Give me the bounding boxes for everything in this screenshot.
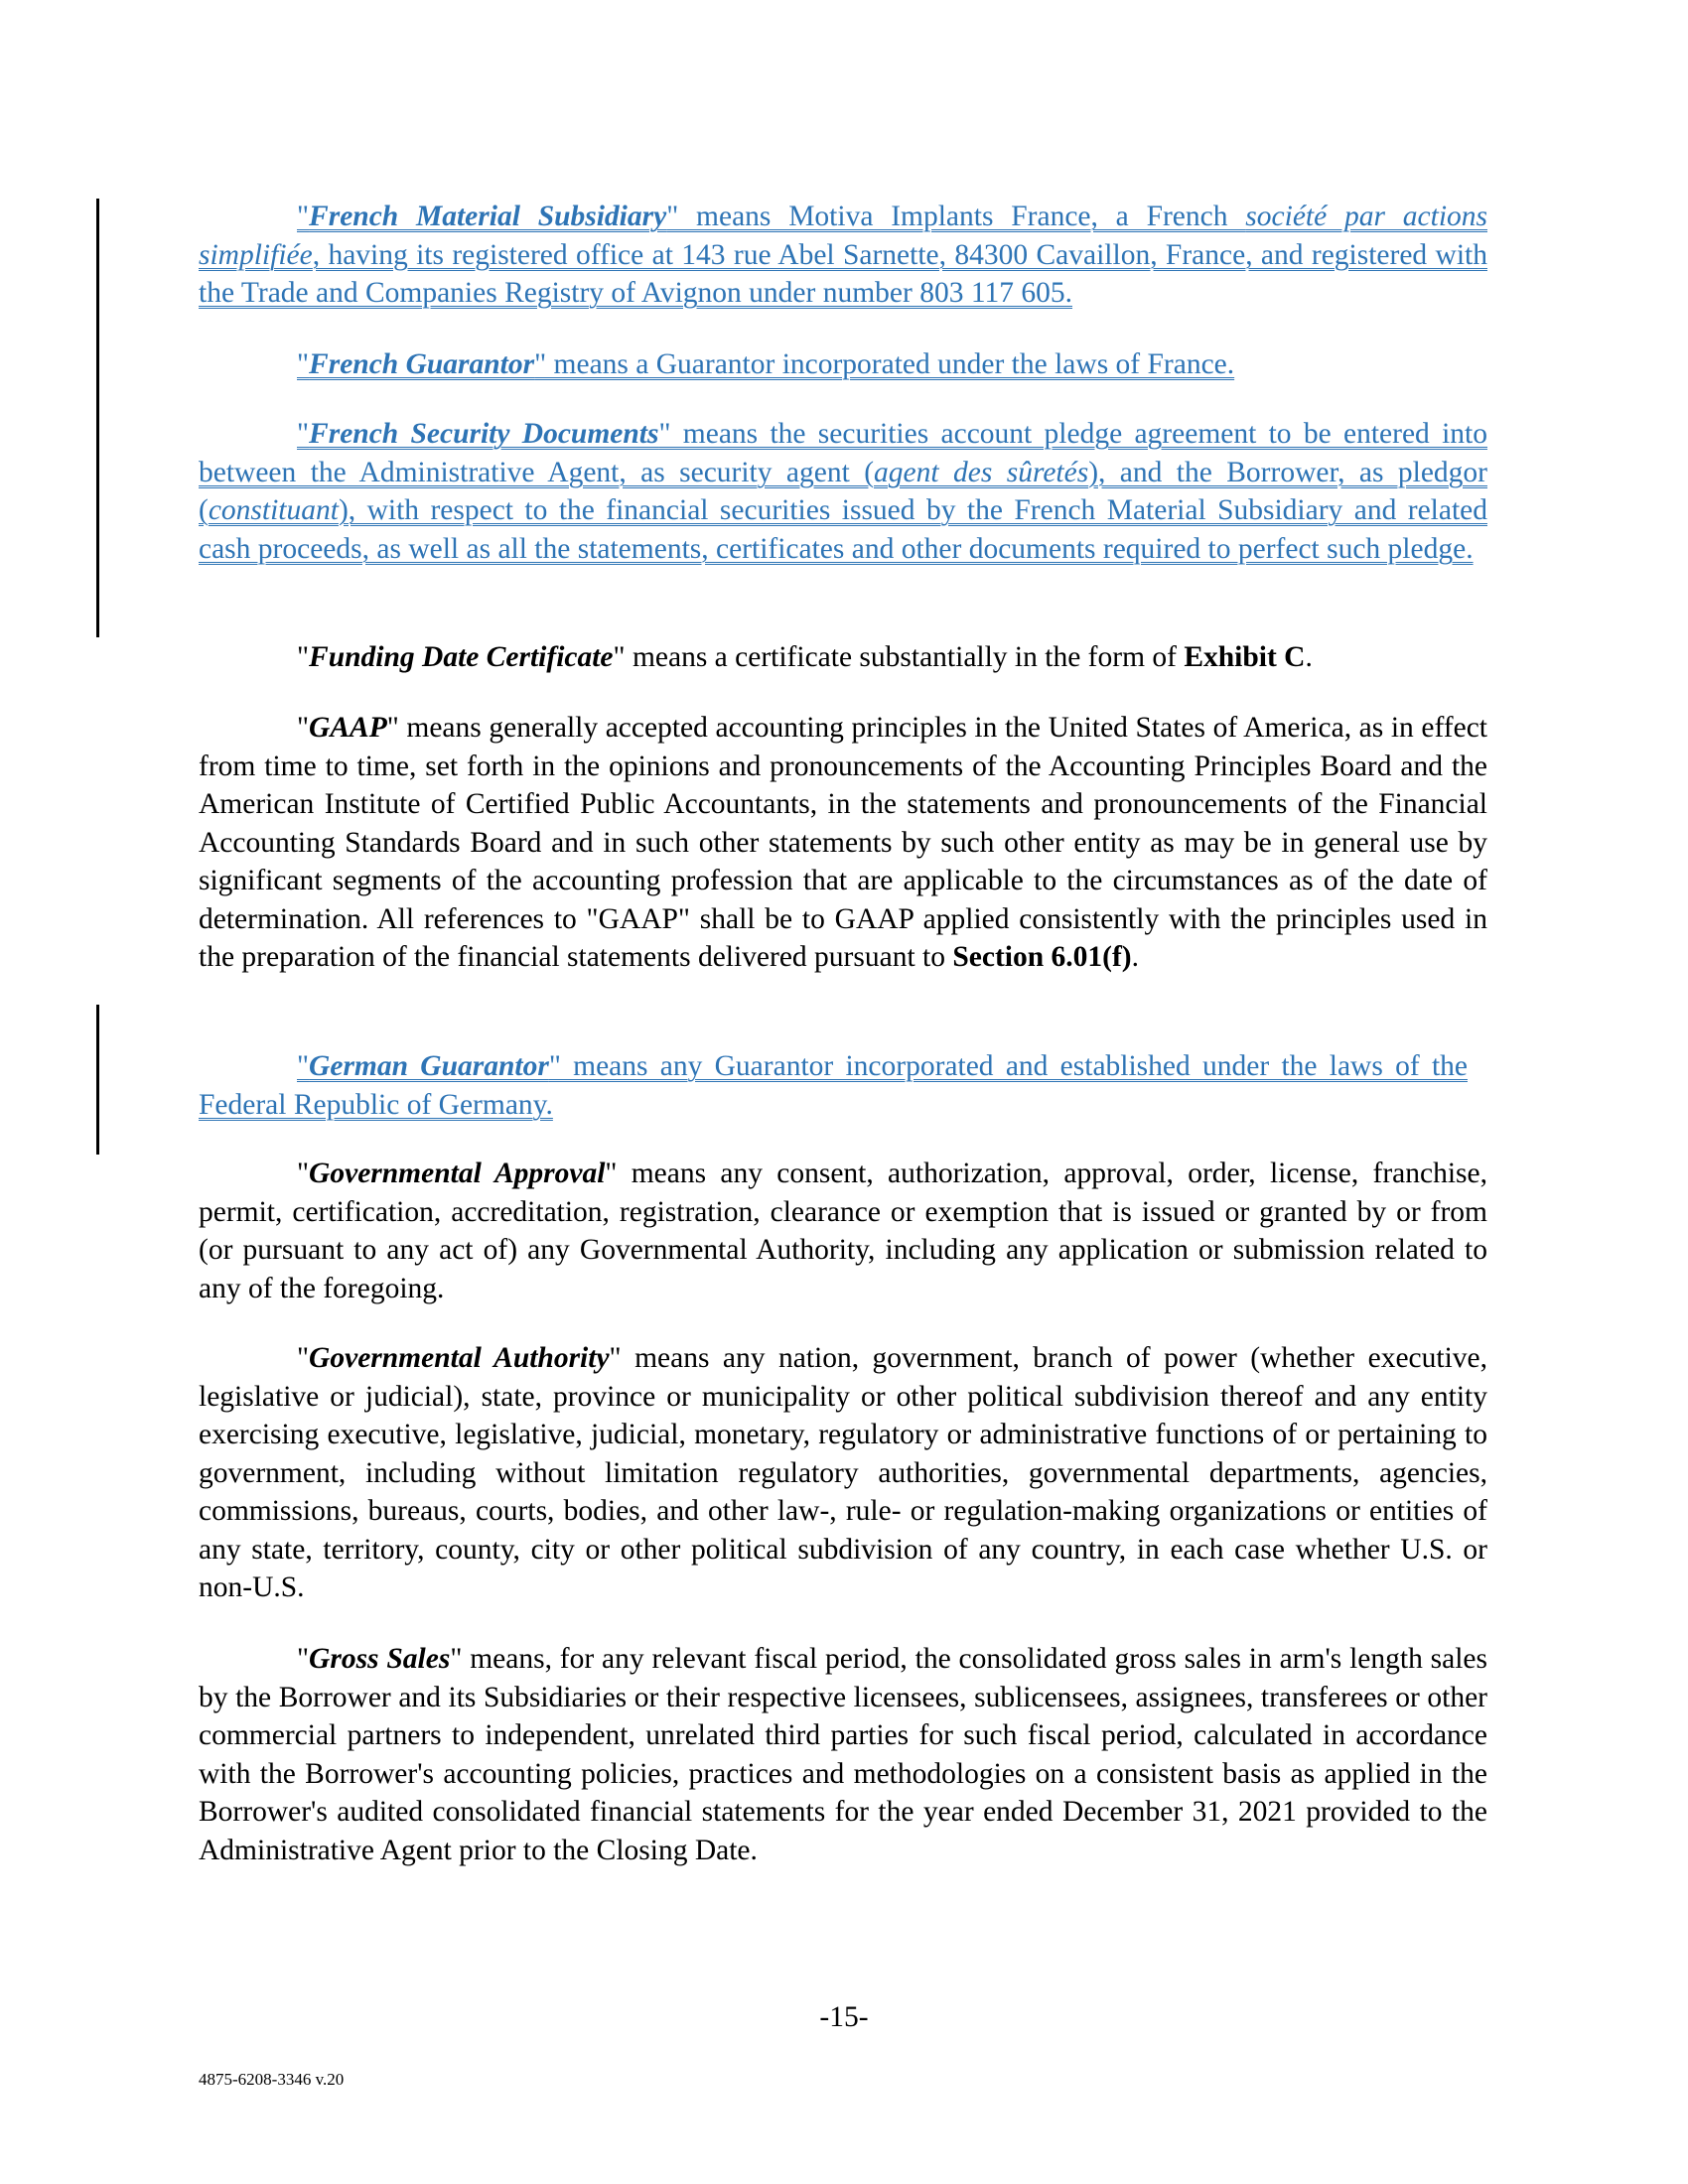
definition-french-material-subsidiary: "French Material Subsidiary" means Motiva Implants France, a French société par actions simplifiée, having its registered office at 143 rue Abel Sarnette, 84300 Cavaillon, France, and registered with the Trade and Companies Registry of Avignon under number 803 117 605.	[199, 201, 1487, 309]
definition-governmental-approval: "Governmental Approval" means any consent, authorization, approval, order, license, franchise, permit, certification, accreditation, registration, clearance or exemption that is issued or granted by or from (or pursuant to any act of) any Governmental Authority, including any application or submission related to any of the foregoing.	[199, 1158, 1487, 1304]
defined-term: Governmental Approval	[309, 1158, 606, 1189]
page-number: -15-	[819, 2001, 869, 2033]
defined-term: German Guarantor	[309, 1050, 549, 1082]
definition-french-guarantor: "French Guarantor" means a Guarantor incorporated under the laws of France.	[297, 348, 1235, 380]
defined-term: Gross Sales	[309, 1643, 451, 1675]
defined-term: Funding Date Certificate	[309, 641, 614, 673]
definition-french-security-documents: "French Security Documents" means the securities account pledge agreement to be entered into between the Administrative Agent, as security agent (agent des sûretés), and the Borrower, as pledgor (constituant), with respect to the financial securities issued by the French Material Subsidiary and related cash proceeds, as well as all the statements, certificates and other documents required to perfect such pledge.	[199, 418, 1488, 565]
defined-term: Governmental Authority	[309, 1342, 610, 1374]
defined-term: French Guarantor	[309, 348, 535, 380]
definition-governmental-authority: "Governmental Authority" means any nation, government, branch of power (whether executive, legislative or judicial), state, province or municipality or other political subdivision thereof and any entity exercising executive, legislative, judicial, monetary, regulatory or administrative functions of or pertaining to government, including without limitation regulatory authorities, governmental departments, agencies, commissions, bureaus, courts, bodies, and other law-, rule- or regulation-making organizations or entities of any state, territory, county, city or other political subdivision of any country, in each case whether U.S. or non-U.S.	[199, 1342, 1487, 1603]
document-id: 4875-6208-3346 v.20	[199, 2070, 345, 2089]
definition-funding-date-certificate: "Funding Date Certificate" means a certificate substantially in the form of Exhibit C.	[297, 641, 1313, 673]
defined-term: GAAP	[309, 712, 387, 744]
definition-gaap: "GAAP" means generally accepted accounting principles in the United States of America, as in effect from time to time, set forth in the opinions and pronouncements of the Accounting Principles Board and the American Institute of Certified Public Accountants, in the statements and pronouncements of the Financial Accounting Standards Board and in such other statements by such other entity as may be in general use by significant segments of the accounting profession that are applicable to the circumstances as of the date of determination. All references to "GAAP" shall be to GAAP applied consistently with the principles used in the preparation of the financial statements delivered pursuant to Section 6.01(f).	[199, 712, 1487, 973]
definition-german-guarantor: "German Guarantor" means any Guarantor incorporated and established under the laws of the Federal Republic of Germany.	[199, 1050, 1468, 1121]
defined-term: French Material Subsidiary	[309, 201, 667, 232]
definition-gross-sales: "Gross Sales" means, for any relevant fiscal period, the consolidated gross sales in arm's length sales by the Borrower and its Subsidiaries or their respective licensees, sublicensees, assignees, transferees or other commercial partners to independent, unrelated third parties for such fiscal period, calculated in accordance with the Borrower's accounting policies, practices and methodologies on a consistent basis as applied in the Borrower's audited consolidated financial statements for the year ended December 31, 2021 provided to the Administrative Agent prior to the Closing Date.	[199, 1643, 1488, 1866]
defined-term: French Security Documents	[309, 418, 659, 450]
change-bar-french	[96, 199, 99, 637]
change-bar-german	[96, 1005, 99, 1155]
